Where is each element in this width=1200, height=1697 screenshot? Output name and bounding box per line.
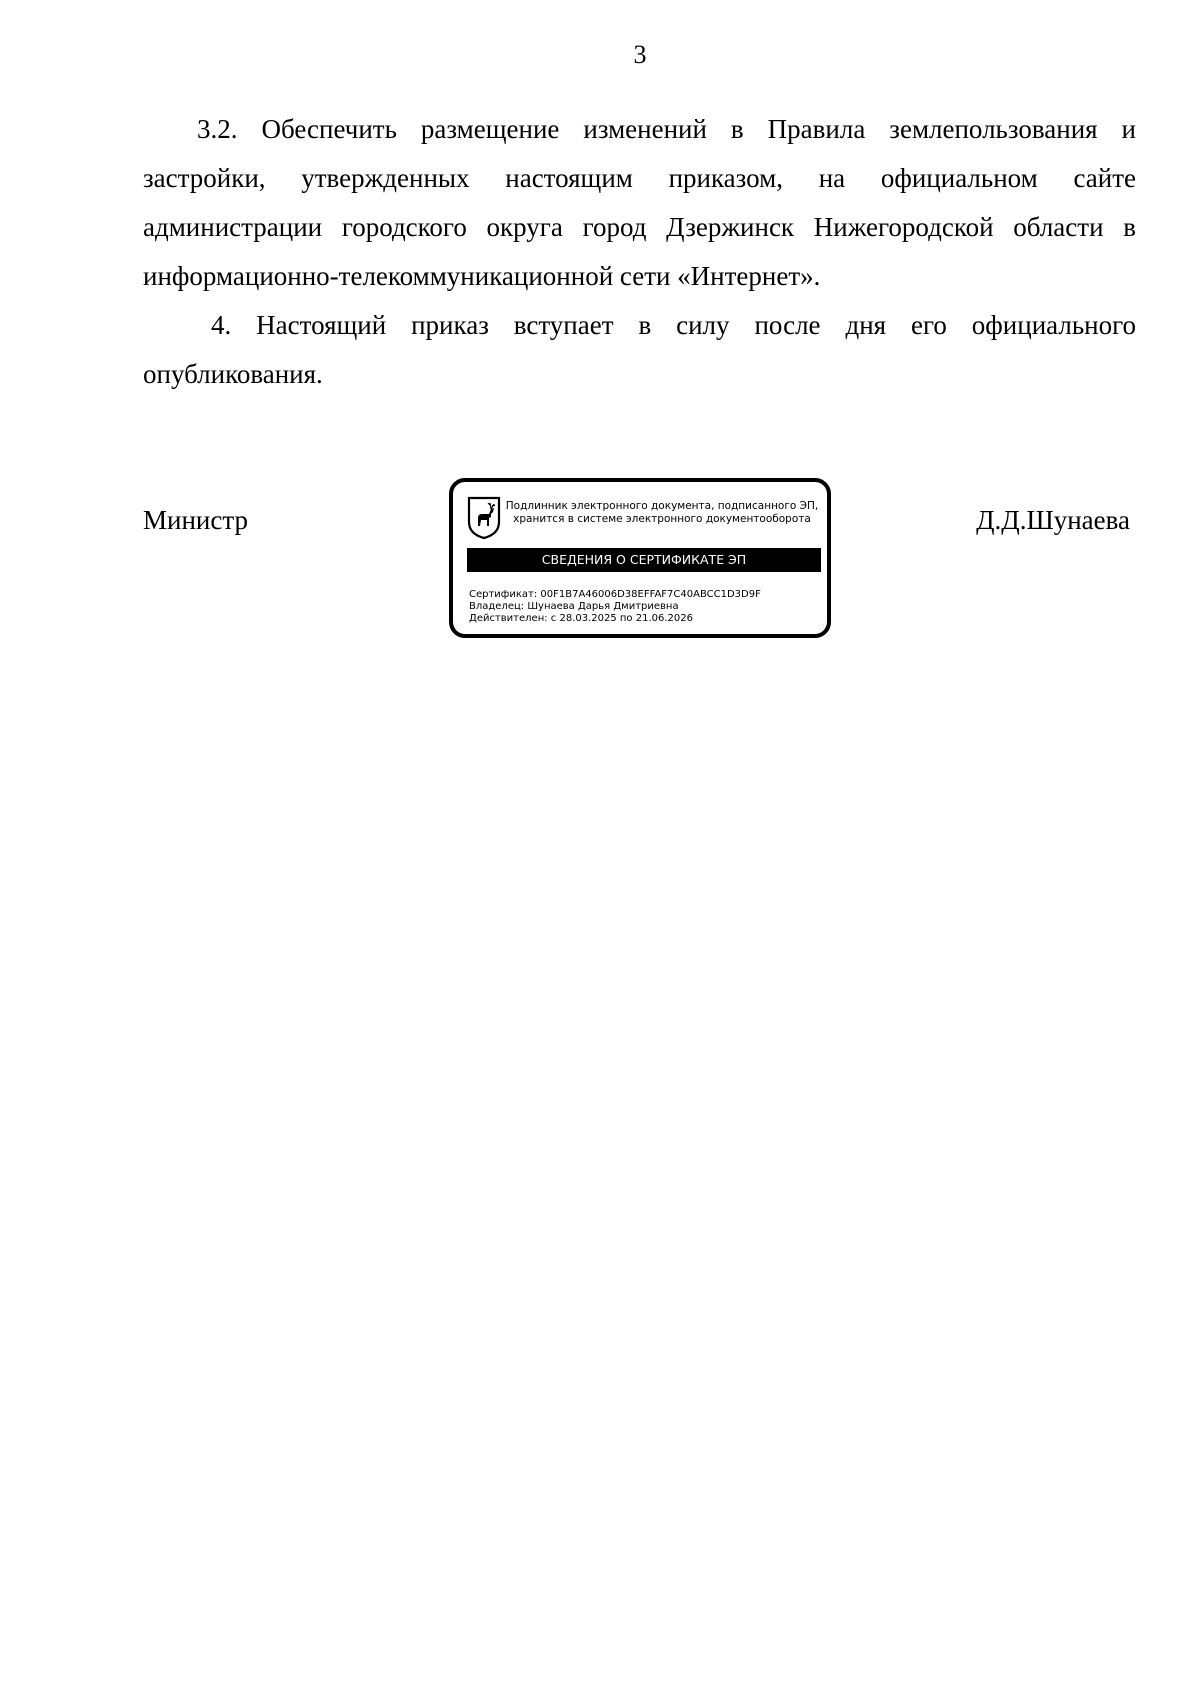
certificate-owner: Владелец: Шунаева Дарья Дмитриевна xyxy=(469,601,679,612)
stamp-header-line-1: Подлинник электронного документа, подписанного ЭП, xyxy=(505,500,819,512)
document-body xyxy=(143,105,1136,399)
stamp-header xyxy=(503,500,821,526)
signatory-name: Д.Д.Шунаева xyxy=(976,505,1130,535)
electronic-signature-stamp xyxy=(449,478,831,638)
stamp-certificate-details xyxy=(469,589,819,625)
coat-of-arms-icon xyxy=(467,496,501,540)
paragraph-3-2: 3.2. Обеспечить размещение изменений в Правила землепользования и застройки, утвержденных настоящим приказом, на официальном сайте администрации городского округа город Дзержинск Нижегородской области в информационно-телекоммуникационной сети «Интернет». xyxy=(143,114,1136,291)
signatory-role: Министр xyxy=(143,505,248,535)
certificate-number: Сертификат: 00F1B7A46006D38EFFAF7C40ABCC1D3D9F xyxy=(469,589,761,600)
paragraph-4: 4. Настоящий приказ вступает в силу после дня его официального опубликования. xyxy=(143,310,1136,389)
page-number: 3 xyxy=(633,40,647,69)
stamp-certificate-title: СВЕДЕНИЯ О СЕРТИФИКАТЕ ЭП xyxy=(467,548,821,572)
stamp-header-line-2: хранится в системе электронного документооборота xyxy=(513,513,811,525)
certificate-validity: Действителен: с 28.03.2025 по 21.06.2026 xyxy=(469,613,693,624)
